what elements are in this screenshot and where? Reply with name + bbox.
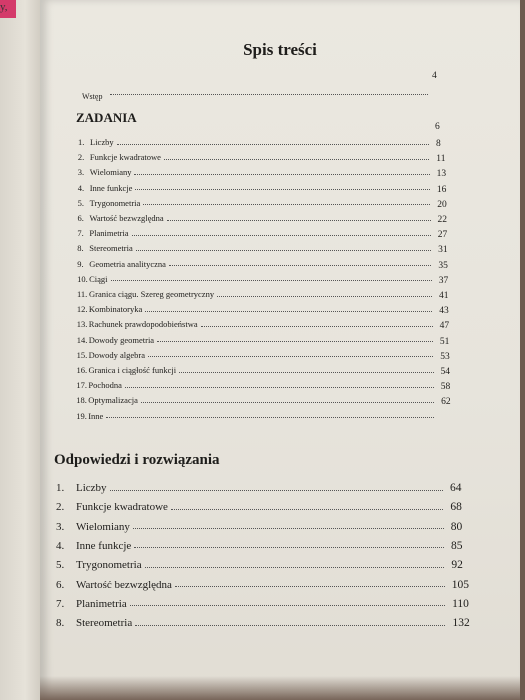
toc-item-number: 12. — [76, 304, 88, 315]
toc-leader — [141, 402, 434, 403]
toc-item-page: 27 — [437, 230, 448, 241]
toc-row — [78, 152, 432, 162]
toc-row — [77, 350, 437, 360]
toc-item-number: 7. — [77, 228, 84, 239]
toc-item-page: 37 — [438, 275, 449, 286]
toc-row — [56, 482, 446, 494]
toc-row — [56, 579, 448, 591]
toc-leader — [148, 356, 433, 357]
toc-heading-page: 6 — [435, 122, 440, 132]
toc-leader — [110, 490, 443, 491]
toc-leader — [201, 326, 433, 327]
toc-leader — [134, 547, 444, 548]
toc-intro-label: Wstęp — [82, 92, 103, 101]
toc-leader — [125, 387, 434, 388]
toc-item-page: 41 — [439, 291, 449, 301]
toc-intro-page: 4 — [432, 71, 437, 81]
toc-item-number: 7. — [56, 597, 65, 610]
toc-item-page: 85 — [451, 539, 463, 552]
section-heading-label: ZADANIA — [76, 110, 137, 125]
toc-item-label: Funkcje kwadratowe — [76, 501, 168, 514]
toc-row — [77, 274, 435, 284]
toc-row — [77, 289, 435, 299]
toc-row — [77, 259, 434, 269]
toc-item-label: Wielomiany — [89, 167, 132, 178]
toc-item-number: 15. — [76, 349, 88, 360]
toc-item-number: 18. — [76, 395, 87, 406]
toc-leader — [135, 625, 445, 626]
toc-leader — [171, 509, 443, 510]
toc-item-page: 64 — [450, 482, 462, 494]
toc-item-page: 47 — [439, 321, 450, 332]
toc-item-number: 16. — [76, 365, 88, 375]
toc-row — [77, 365, 437, 375]
toc-item-page: 132 — [452, 617, 470, 630]
toc-item-label: Dowody geometria — [88, 334, 155, 345]
page-title: Spis treści — [243, 40, 317, 59]
toc-leader — [135, 189, 429, 190]
toc-item-label: Ciągi — [89, 273, 108, 284]
page-bottom-shadow — [40, 676, 525, 700]
toc-leader — [143, 204, 430, 205]
toc-item-label: Liczby — [76, 482, 107, 494]
toc-leader — [133, 528, 444, 529]
toc-item-label: Stereometria — [89, 243, 133, 254]
toc-row — [78, 198, 434, 208]
toc-row — [56, 617, 448, 629]
toc-item-label: Wartość bezwzględna — [76, 578, 172, 591]
toc-item-page: 105 — [451, 578, 469, 591]
toc-item-page: 43 — [439, 306, 449, 317]
toc-leader — [136, 250, 431, 251]
toc-row — [78, 167, 433, 177]
toc-row — [77, 335, 436, 345]
toc-item-page: 35 — [438, 260, 448, 271]
toc-leader — [145, 567, 445, 568]
toc-item-page: 11 — [436, 154, 446, 165]
toc-item-page: 92 — [451, 559, 463, 572]
toc-leader — [134, 174, 429, 175]
toc-item-number: 19. — [76, 410, 87, 421]
section-heading-zadania — [76, 110, 137, 126]
toc-item-page: 62 — [441, 397, 451, 408]
toc-item-page: 16 — [436, 184, 447, 195]
toc-leader — [117, 144, 429, 145]
toc-leader — [179, 372, 433, 373]
toc-item-label: Planimetria — [76, 597, 127, 610]
toc-item-label: Trygonometria — [89, 197, 141, 208]
toc-item-label: Kombinatoryka — [88, 304, 143, 315]
toc-item-page: 58 — [440, 382, 451, 393]
toc-row — [56, 598, 448, 610]
toc-item-page: 8 — [436, 139, 441, 149]
toc-item-page: 68 — [450, 501, 462, 514]
toc-row — [56, 559, 447, 571]
section-heading-odpowiedzi — [54, 452, 220, 469]
toc-leader — [157, 341, 433, 342]
toc-item-label: Granica i ciągłość funkcji — [88, 365, 177, 375]
toc-item-number: 4. — [77, 182, 85, 193]
toc-leader — [111, 280, 432, 281]
toc-item-label: Funkcje kwadratowe — [89, 152, 161, 163]
toc-item-label: Granica ciągu. Szereg geometryczny — [89, 289, 215, 299]
toc-item-label: Rachunek prawdopodobieństwa — [88, 319, 198, 330]
toc-item-number: 10. — [77, 273, 88, 284]
toc-leader — [169, 265, 431, 266]
toc-item-label: Planimetria — [89, 228, 129, 239]
toc-item-label: Wartość bezwzględna — [89, 213, 164, 223]
toc-item-number: 13. — [76, 319, 88, 330]
toc-item-label: Inne funkcje — [89, 182, 133, 193]
toc-item-page: 54 — [440, 367, 450, 377]
toc-row — [56, 501, 446, 513]
toc-row — [78, 137, 432, 147]
document-page — [40, 0, 520, 700]
toc-item-page: 13 — [436, 169, 447, 180]
toc-item-label: Trygonometria — [76, 559, 142, 572]
toc-row — [77, 304, 435, 314]
toc-item-number: 14. — [76, 334, 88, 345]
toc-item-label: Optymalizacja — [88, 395, 138, 406]
toc-item-page: 51 — [439, 336, 450, 347]
toc-leader — [167, 220, 431, 221]
toc-item-number: 6. — [56, 578, 65, 591]
toc-item-label: Wielomiany — [76, 520, 130, 533]
margin-mark: y, — [0, 1, 8, 13]
toc-leader — [132, 235, 431, 236]
toc-item-label: Liczby — [90, 137, 114, 147]
toc-leader — [164, 159, 429, 160]
toc-item-number: 1. — [56, 482, 65, 494]
toc-row — [77, 228, 433, 238]
toc-item-label: Dowody algebra — [88, 349, 146, 360]
toc-item-number: 17. — [76, 380, 88, 391]
toc-leader — [106, 417, 434, 418]
toc-item-number: 5. — [56, 559, 65, 572]
toc-row — [77, 243, 434, 253]
toc-leader — [130, 605, 445, 606]
toc-item-page: 20 — [437, 199, 447, 210]
toc-item-number: 3. — [56, 520, 65, 533]
toc-row — [76, 411, 437, 421]
toc-item-label: Pochodna — [88, 380, 122, 391]
toc-item-page: 53 — [440, 351, 450, 362]
toc-leader — [175, 586, 445, 587]
toc-item-number: 2. — [56, 501, 65, 514]
toc-row — [78, 213, 434, 223]
toc-item-page: 80 — [450, 520, 463, 533]
toc-item-number: 3. — [77, 167, 85, 178]
toc-item-number: 9. — [77, 258, 84, 269]
adjacent-page-edge — [0, 0, 42, 700]
toc-item-number: 4. — [56, 539, 65, 552]
toc-item-page: 31 — [438, 245, 448, 256]
toc-leader — [145, 311, 432, 312]
toc-item-number: 5. — [77, 197, 84, 208]
toc-row — [76, 395, 437, 405]
toc-item-label: Inne funkcje — [76, 539, 132, 552]
toc-item-number: 2. — [77, 152, 85, 163]
toc-leader — [110, 94, 428, 95]
toc-item-label: Stereometria — [76, 617, 133, 630]
toc-row — [56, 540, 447, 552]
toc-item-number: 1. — [78, 137, 85, 147]
toc-item-label: Geometria analityczna — [89, 258, 166, 269]
toc-leader — [217, 296, 432, 297]
toc-item-page: 110 — [452, 597, 469, 610]
toc-row — [56, 521, 447, 533]
toc-row — [78, 183, 433, 193]
toc-item-number: 11. — [77, 289, 88, 299]
toc-item-number: 8. — [56, 617, 65, 630]
toc-row — [77, 319, 436, 329]
toc-item-page: 22 — [437, 215, 447, 225]
toc-item-number: 8. — [77, 243, 84, 254]
toc-row — [76, 380, 436, 390]
toc-item-label: Inne — [88, 410, 104, 421]
section-heading-label: Odpowiedzi i rozwiązania — [54, 452, 220, 468]
toc-item-number: 6. — [77, 213, 84, 223]
